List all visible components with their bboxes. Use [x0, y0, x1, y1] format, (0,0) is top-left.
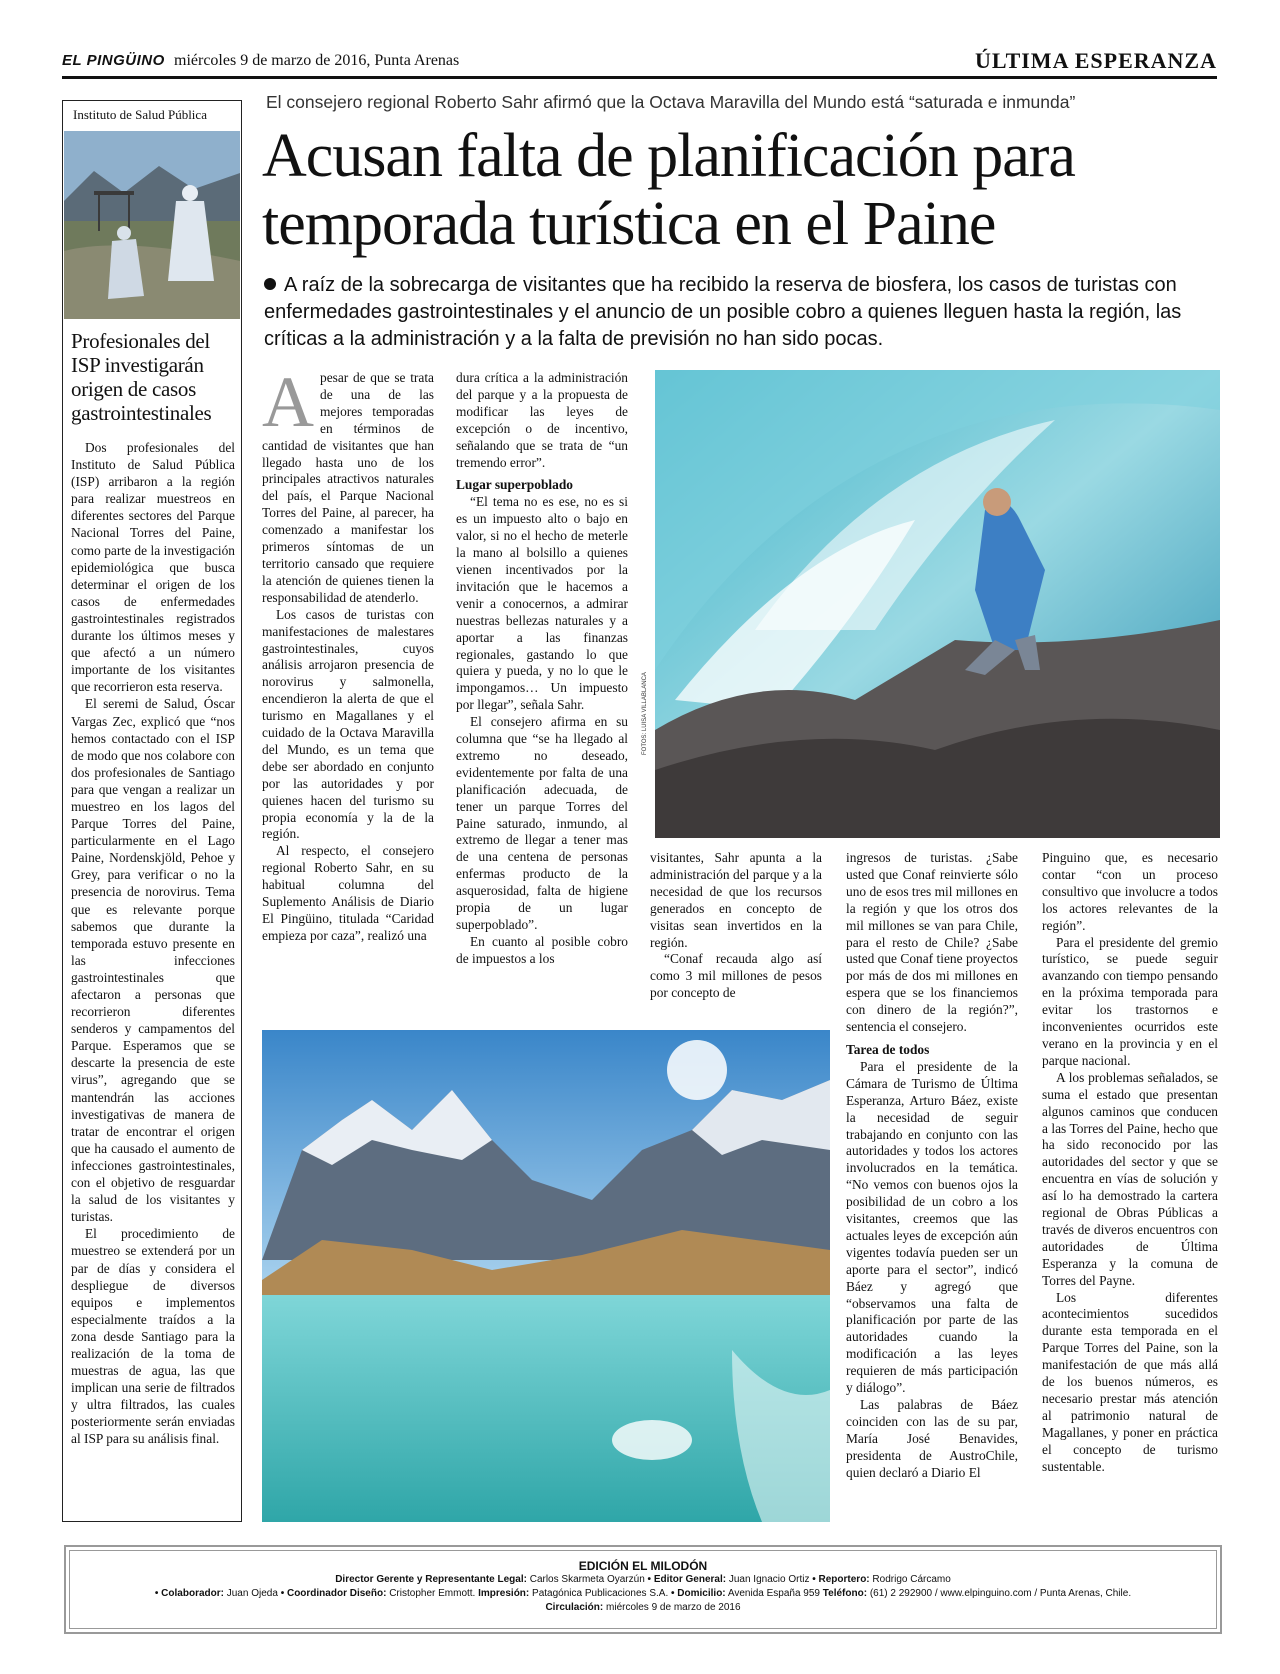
- article-paragraph: En cuanto al posible cobro de impuestos a los: [456, 933, 628, 966]
- credit-key: • Domicilio:: [671, 1588, 726, 1599]
- article-paragraph: Al respecto, el consejero regional Roberto Sahr, en su habitual columna del Suplemento Análisis de Diario El Pingüino, titulada “Caridad empieza por caza”, realizó una: [262, 843, 434, 943]
- drop-cap: A: [262, 362, 314, 442]
- sidebar-headline: Profesionales del ISP investigarán origen de casos gastrointestinales: [71, 329, 212, 425]
- dateline: miércoles 9 de marzo de 2016, Punta Arenas: [174, 52, 460, 69]
- credit-value: miércoles 9 de marzo de 2016: [606, 1602, 741, 1613]
- article-paragraph: El consejero afirma en su columna que “se ha llegado al extremo no deseado, evidentemente por falta de una planificación adecuada, de tener un parque Torres del Paine saturado, inmundo, al extremo de llegar a tener mas de una centena de personas enfermas producto de la asquerosidad, falta de higiene propia de un lugar superpoblado”.: [456, 714, 628, 932]
- credit-key: • Reportero:: [812, 1574, 870, 1585]
- sidebar-photo-isp-workers: [64, 131, 240, 319]
- credit-value: Juan Ojeda: [226, 1588, 278, 1599]
- credit-key: Director Gerente y Representante Legal:: [335, 1574, 527, 1585]
- credit-key: • Editor General:: [647, 1574, 727, 1585]
- sidebar-photo-illustration: [64, 131, 240, 319]
- article-lead: [264, 272, 1224, 353]
- article-paragraph: “Conaf recauda algo así como 3 mil millones de pesos por concepto de: [650, 951, 822, 1001]
- sidebar-paragraph: El procedimiento de muestreo se extenderá por un par de días y considera el despliegue de diversos equipos e implementos especialmente traídos a la zona desde Santiago para la realización de la toma de muestras de agua, las que implican una serie de filtrados y ultra filtrados, las cuales posteriormente serán enviadas al ISP para su análisis final.: [71, 1226, 235, 1447]
- footer-inner-frame: [69, 1550, 1217, 1629]
- article-headline: [262, 122, 1242, 258]
- hiker-photo-illustration: [655, 370, 1220, 838]
- article-column-2: [456, 370, 628, 968]
- photo-hiker-waterfall: [655, 370, 1220, 838]
- article-paragraph: Pinguino que, es necesario contar “con un proceso consultivo que involucre a todos los actores relevantes de la región”.: [1042, 850, 1218, 933]
- edition-footer: [64, 1545, 1222, 1634]
- credits-line-3: [70, 1601, 1216, 1615]
- article-paragraph: Para el presidente del gremio turístico, se puede seguir avanzando con tiempo pensando en la próxima temporada para evitar los trastornos e inconvenientes ocurridos este verano en la provincia y en el parque nacional.: [1042, 934, 1218, 1068]
- subheading-lugar-superpoblado: Lugar superpoblado: [456, 477, 573, 493]
- credit-value: (61) 2 292900 / www.elpinguino.com / Punta Arenas, Chile.: [869, 1588, 1132, 1599]
- credits-line-2: [70, 1587, 1216, 1601]
- photo-paine-lake: [262, 1030, 830, 1522]
- credit-key: Teléfono:: [822, 1588, 868, 1599]
- masthead: [62, 50, 1217, 79]
- article-column-1: [262, 362, 434, 945]
- credit-value: Rodrigo Cárcamo: [872, 1574, 951, 1585]
- lead-text: A raíz de la sobrecarga de visitantes que ha recibido la reserva de biosfera, los casos de turistas con enfermedades gastrointestinales y el anuncio de un posible cobro a quienes lleguen hasta la región, las críticas a la administración y a la falta de previsión no han sido pocas.: [264, 274, 1182, 350]
- article-column-3: [650, 850, 822, 1002]
- article-paragraph: Las palabras de Báez coinciden con las de su par, María José Benavides, presidenta de AustroChile, quien declaró a Diario El: [846, 1397, 1018, 1480]
- credit-key: Impresión:: [478, 1588, 530, 1599]
- article-paragraph: pesar de que se trata de una de las mejores temporadas en términos de cantidad de visitantes que han llegado hasta uno de los principales atractivos naturales del país, el Parque Nacional Torres del Paine, al parecer, ha comenzado a manifestar los primeros síntomas de un territorio cansado que requiere la atención de quienes tienen la responsabilidad de atenderlo.: [262, 370, 434, 605]
- sidebar-box: [62, 100, 242, 1522]
- subheading-tarea-de-todos: Tarea de todos: [846, 1041, 930, 1057]
- lake-photo-illustration: [262, 1030, 830, 1522]
- sidebar-label: Instituto de Salud Pública: [73, 107, 207, 122]
- article-paragraph: Para el presidente de la Cámara de Turismo de Última Esperanza, Arturo Báez, existe la necesidad de seguir trabajando en conjunto con las autoridades y todos los actores involucrados en la temática. “No vemos con buenos ojos la posibilidad de un cobro a los visitantes, creemos que las actuales leyes de excepción aún vigentes todavía pueden ser un aporte para el sector”, indicó Báez y agregó que “observamos una falta de planificación por parte de las autoridades cuando la modificación a las leyes requieren de más participación y diálogo”.: [846, 1058, 1018, 1396]
- article-paragraph: Los casos de turistas con manifestaciones de malestares gastrointestinales, cuyos análisis arrojaron presencia de norovirus y salmonella, encendieron la alerta de que el turismo en Magallanes y el cuidado de la Octava Maravilla del Mundo, es un tema que debe ser abordado en conjunto por las autoridades y por quienes hacen del turismo su propia economía y la de la región.: [262, 606, 434, 842]
- sidebar-paragraph: El seremi de Salud, Óscar Vargas Zec, explicó que “nos hemos contactado con el ISP de modo que nos colabore con dos profesionales de Santiago para que vengan a realizar un muestreo en los lagos del Parque Torres del Paine, particularmente en el Lago Paine, Nordenskjöld, Pehoe y Grey, para verificar o no la presencia de norovirus. Tema que es relevante porque sabemos que durante la temporada estuvo presente en las infecciones gastrointestinales que afectaron a personas que recorrieron diferentes senderos y campamentos del Parque. Esperamos que se descarte la presencia de este virus”, agregando que se mantendrán las acciones investigativas de manera de tratar de encontrar el origen que ha causado el aumento de infecciones gastrointestinales, con el objetivo de resguardar la salud de los visitantes y turistas.: [71, 696, 235, 1225]
- credit-key: Circulación:: [545, 1602, 604, 1613]
- edition-title: EDICIÓN EL MILODÓN: [578, 1559, 708, 1573]
- credit-value: Avenida España 959: [727, 1588, 820, 1599]
- sidebar-paragraph: Dos profesionales del Instituto de Salud Pública (ISP) arribaron a la región para realizar muestreos en diferentes sectores del Parque Nacional Torres del Paine, como parte de la investigación epidemiológica que busca determinar el origen de los casos de enfermedades gastrointestinales registrados durante los últimos meses y que afectó a un número importante de los visitantes que recorrieron esta reserva.: [71, 440, 235, 695]
- credit-key: • Colaborador:: [154, 1588, 224, 1599]
- article-paragraph: ingresos de turistas. ¿Sabe usted que Conaf reinvierte sólo uno de esos tres mil millones en la región y que los otros dos mil millones se van para Chile, para el resto de Chile? ¿Sabe usted que Conaf tiene proyectos por más de dos mi millones en espera que se los financiemos con dinero de la región?”, sentencia el consejero.: [846, 850, 1018, 1035]
- credit-key: • Coordinador Diseño:: [280, 1588, 387, 1599]
- newspaper-logo: EL PINGÜINO: [62, 52, 165, 69]
- photo-credit: FOTOS: LUISA VILLABLANCA: [642, 672, 648, 755]
- credits-line-1: [70, 1573, 1216, 1587]
- article-paragraph: “El tema no es ese, no es si es un impuesto alto o bajo en valor, si no el hecho de meterle la mano al bolsillo a quienes vienen incentivados por la invitación que le hacemos a venir a conocernos, a admirar nuestras bellezas naturales y a aportar a las finanzas regionales, gastando lo que quiera y pueda, y no lo que le impongamos… Un impuesto por llegar”, señala Sahr.: [456, 494, 628, 713]
- article-paragraph: A los problemas señalados, se suma el estado que presentan algunos caminos que conducen a las Torres del Paine, hecho que ha sido reconocido por las autoridades del sector y que se encuentra en vías de solución y así lo ha demostrado la cartera regional de Obras Públicas a través de diveros encuentros con autoridades de Última Esperanza y la comuna de Torres del Payne.: [1042, 1069, 1218, 1288]
- credit-value: Carlos Skarmeta Oyarzún: [529, 1574, 645, 1585]
- headline-line: temporada turística en el Paine: [262, 190, 996, 258]
- bullet-icon: [264, 278, 276, 290]
- article-column-4: [846, 850, 1018, 1482]
- article-paragraph: dura crítica a la administración del parque y a la propuesta de modificar las leyes de excepción o de incentivo, señalando que se trata de “un tremendo error”.: [456, 370, 628, 470]
- section-title: ÚLTIMA ESPERANZA: [975, 48, 1217, 73]
- credit-value: Juan Ignacio Ortiz: [728, 1574, 810, 1585]
- credit-value: Cristopher Emmott.: [389, 1588, 476, 1599]
- article-kicker: El consejero regional Roberto Sahr afirmó que la Octava Maravilla del Mundo está “saturada e inmunda”: [266, 92, 1076, 112]
- sidebar-body: [71, 439, 235, 1448]
- article-paragraph: Los diferentes acontecimientos sucedidos durante esta temporada en el Parque Torres del Paine, son la manifestación de que más allá de los buenos números, es necesario prestar más atención al patrimonio natural de Magallanes, y poner en práctica el concepto de turismo sustentable.: [1042, 1289, 1218, 1474]
- article-paragraph: visitantes, Sahr apunta a la administración del parque y a la necesidad de que los recursos generados en concepto de visitas sean invertidos en la región.: [650, 850, 822, 950]
- headline-line: Acusan falta de planificación para: [262, 122, 1075, 190]
- credit-value: Patagónica Publicaciones S.A.: [532, 1588, 669, 1599]
- article-column-5: [1042, 850, 1218, 1476]
